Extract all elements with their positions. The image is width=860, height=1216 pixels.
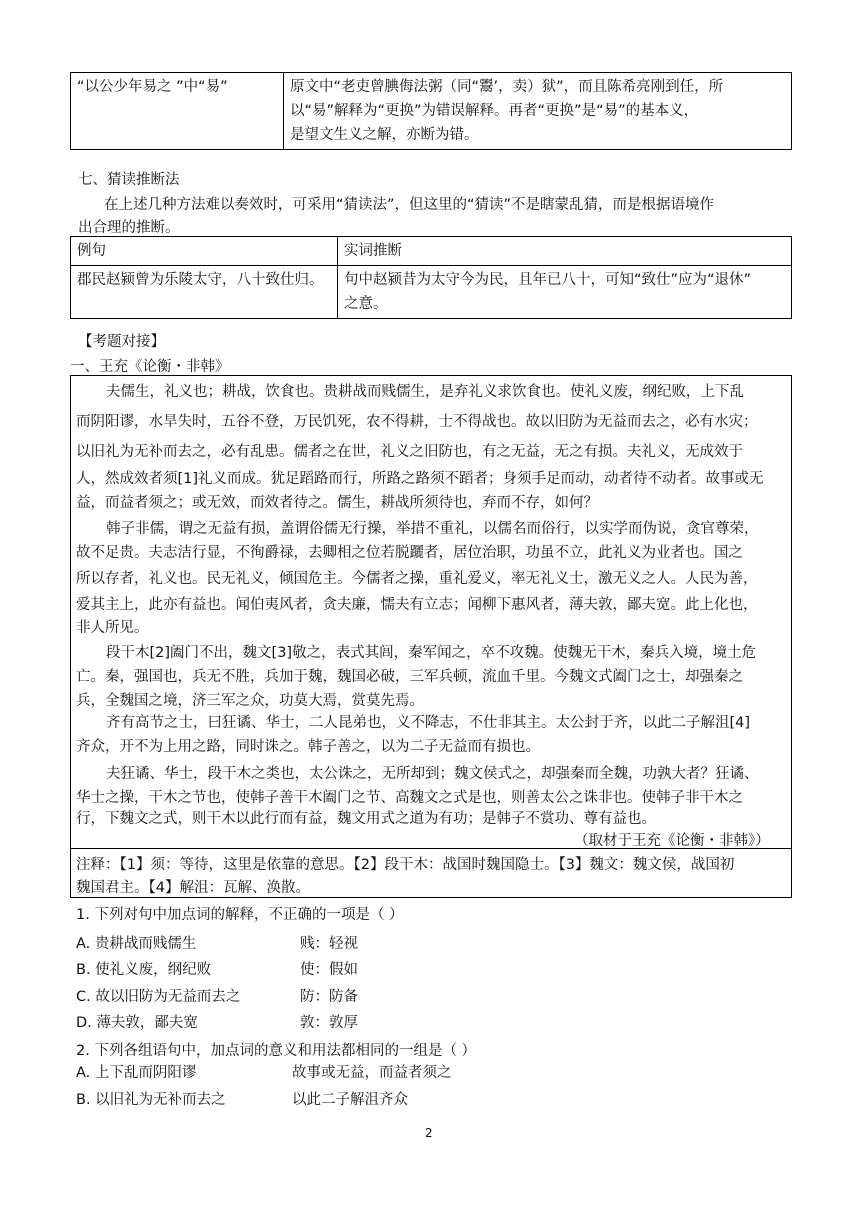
section-7-title: 七、猜读推断法: [78, 172, 180, 188]
passage-line: 故不足贵。夫志洁行显，不徇爵禄，去卿相之位若脱躧者，居位治职，功虽不立，此礼义为业者也。国之: [76, 545, 743, 561]
page-number: 2: [425, 1126, 433, 1140]
table-header-inference: 实词推断: [338, 237, 792, 266]
passage-line: 亡。秦，强国也，兵无不胜，兵加于魏，魏国必破，三军兵顿，流血千里。今魏文式阖门之士，却强秦之: [76, 669, 743, 685]
option-b-left: B. 以旧礼为无补而去之: [76, 1092, 226, 1108]
question-1-stem: 1. 下列对句中加点词的解释，不正确的一项是（ ）: [76, 907, 404, 923]
option-b: B. 使礼义废，纲纪败: [76, 962, 212, 978]
table-cell-line: 句中赵颍昔为太守今为民，且年已八十，可知“致仕”应为“退休”: [344, 272, 752, 288]
option-a-right: 故事或无益，而益者须之: [292, 1065, 452, 1081]
option-a-left: A. 上下乱而阴阳谬: [76, 1065, 197, 1081]
notes-line: 魏国君主。【4】解沮：瓦解、涣散。: [76, 880, 310, 896]
passage-line: 段干木[2]阖门不出，魏文[3]敬之，表式其闾，秦军闻之，卒不攻魏。使魏无干木，秦兵入境，境土危: [106, 645, 757, 661]
top-table: [70, 72, 792, 150]
option-c-gloss: 防：防备: [300, 989, 358, 1005]
option-c: C. 故以旧防为无益而去之: [76, 989, 241, 1005]
passage-line: 人，然成效者须[1]礼义而成。犹足蹈路而行，所路之路须不蹈者；身须手足而动，动者待不动者。故事或无: [76, 471, 764, 487]
passage-source: （取材于王充《论衡・非韩》）: [574, 833, 770, 849]
top-table-right: [284, 73, 792, 150]
section-7-body-line: 出合理的推断。: [78, 220, 180, 236]
table-cell-example: 郡民赵颍曾为乐陵太守，八十致仕归。: [71, 266, 338, 319]
table-header-example: 例句: [71, 237, 338, 266]
option-b-gloss: 使：假如: [300, 962, 358, 978]
option-a: A. 贵耕战而贱儒生: [76, 936, 197, 952]
passage-line: 齐有高节之士，曰狂谲、华士，二人昆弟也，义不降志，不仕非其主。太公封于齐，以此二子解沮[4]: [106, 715, 751, 731]
passage-line: 齐众，开不为上用之路，同时诛之。韩子善之，以为二子无益而有损也。: [76, 739, 540, 755]
notes-line: 注释：【1】须：等待，这里是依靠的意思。【2】段干木：战国时魏国隐士。【3】魏文：魏文侯，战国初: [76, 857, 735, 873]
option-d: D. 薄夫敦，鄙夫宽: [76, 1015, 198, 1031]
passage-line: 而阴阳谬，水旱失时，五谷不登，万民饥死，农不得耕，士不得战也。故以旧防为无益而去之，必有水灾；: [76, 414, 758, 430]
passage-line: 夫儒生，礼义也；耕战，饮食也。贵耕战而贱儒生，是弃礼义求饮食也。使礼义废，纲纪败，上下乱: [106, 384, 744, 400]
passage-line: 非人所见。: [76, 620, 149, 636]
exam-heading: 【考题对接】: [78, 334, 165, 350]
table-cell-line: 之意。: [344, 296, 388, 312]
passage-line: 以旧礼为无补而去之，必有乱患。儒者之在世，礼义之旧防也，有之无益，无之有损。夫礼义，无成效于: [76, 444, 743, 460]
passage-line: 爱其主上，此亦有益也。闻伯夷风者，贪夫廉，懦夫有立志；闻柳下惠风者，薄夫敦，鄙夫宽。此上化也，: [76, 597, 758, 613]
top-table-left: “以公少年易之 ”中“易”: [71, 73, 284, 150]
passage-line: 行，下魏文之式，则干木以此行而有益，魏文用式之道为有功；是韩子不赏功、尊有益也。: [76, 811, 656, 827]
passage-line: 韩子非儒，谓之无益有损，盖谓俗儒无行操，举措不重礼，以儒名而俗行，以实学而伪说，贪官尊荣，: [106, 521, 759, 537]
passage-line: 华士之操，干木之节也，使韩子善干木阖门之节、高魏文之式是也，则善太公之诛非也。使韩子非干木之: [76, 790, 743, 806]
passage-line: 兵，全魏国之境，济三军之众，功莫大焉，赏莫先焉。: [76, 693, 424, 709]
top-table-line: 是望文生义之解，亦断为错。: [290, 127, 479, 143]
option-a-gloss: 贱：轻视: [300, 936, 358, 952]
passage-line: 益，而益者须之；或无效，而效者待之。儒生，耕战所须待也，弃而不存，如何？: [76, 495, 598, 511]
passage-line: 夫狂谲、华士，段干木之类也，太公诛之，无所却到；魏文侯式之，却强秦而全魏，功孰大者？狂谲、: [106, 766, 759, 782]
section-7-table: [70, 236, 792, 319]
option-b-right: 以此二子解沮齐众: [292, 1092, 408, 1108]
passage-line: 所以存者，礼义也。民无礼义，倾国危主。今儒者之操，重礼爱义，率无礼义士，激无义之人。人民为善，: [76, 571, 758, 587]
question-2-stem: 2. 下列各组语句中，加点词的意义和用法都相同的一组是（ ）: [76, 1043, 477, 1059]
section-7-body-line: 在上述几种方法难以奏效时，可采用“猜读法”，但这里的“猜读”不是瞎蒙乱猜，而是根据语境作: [104, 197, 715, 213]
top-table-line: 原文中“老吏曾腆侮法粥（同“鬻’，卖）狱”，而且陈希亮刚到任，所: [290, 79, 724, 95]
option-d-gloss: 敦：敦厚: [300, 1015, 358, 1031]
table-cell-inference: [338, 266, 792, 319]
top-table-line: 以“易”解释为“更换”为错误解释。再者“更换”是“易”的基本义，: [290, 103, 699, 119]
exam-subheading: 一、王充《论衡・非韩》: [70, 359, 230, 375]
